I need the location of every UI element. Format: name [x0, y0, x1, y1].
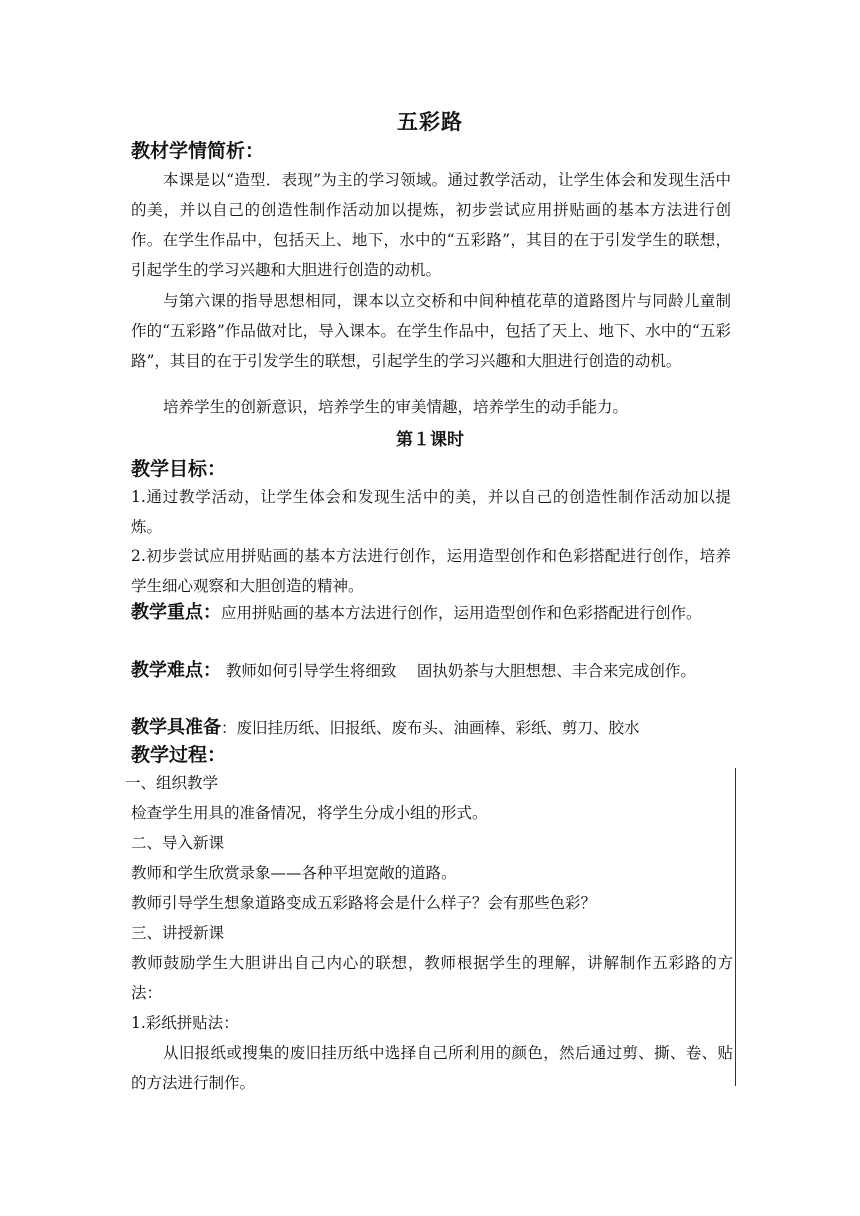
process-heading: 教学过程： — [131, 744, 227, 766]
process-box — [125, 768, 736, 1092]
document-title: 五彩路 — [397, 110, 463, 134]
section-1-title: 一、组织教学 — [125, 774, 219, 792]
method-1-text: 从旧报纸或搜集的废旧挂历纸中选择自己所利用的颜色，然后通过剪、撕、卷、贴的方法进行制作。 — [131, 1044, 733, 1092]
section-2-text-2: 教师引导学生想象道路变成五彩路将会是什么样子？会有那些色彩？ — [131, 894, 597, 912]
analysis-paragraph-3: 培养学生的创新意识，培养学生的审美情趣，培养学生的动手能力。 — [163, 398, 629, 416]
section-3-title: 三、讲授新课 — [131, 924, 225, 942]
goals-heading: 教学目标： — [131, 458, 227, 480]
goal-1: 1.通过教学活动，让学生体会和发现生活中的美，并以自己的创造性制作活动加以提炼。 — [131, 488, 731, 536]
section-1-text: 检查学生用具的准备情况，将学生分成小组的形式。 — [131, 804, 488, 822]
difficulty-text: 教师如何引导学生将细致 固执奶茶与大胆想想、丰合来完成创作。 — [221, 662, 696, 680]
difficulty-label: 教学难点： — [131, 660, 221, 681]
section-3-text: 教师鼓励学生大胆讲出自己内心的联想，教师根据学生的理解，讲解制作五彩路的方法： — [131, 954, 733, 1002]
key-point — [131, 598, 731, 628]
lesson-title: 第１课时 — [396, 430, 464, 450]
analysis-paragraph-1: 本课是以“造型．表现”为主的学习领域。通过教学活动，让学生体会和发现生活中的美，并以自己的创造性制作活动加以提炼，初步尝试应用拼贴画的基本方法进行创作。在学生作品中，包括天上、地下，水中的“五彩路”，其目的在于引发学生的联想，引起学生的学习兴趣和大胆进行创造的动机。 — [131, 171, 731, 279]
difficulty — [131, 656, 731, 686]
materials-label: 教学具准备 — [131, 717, 221, 738]
section-2-text-1: 教师和学生欣赏录象——各种平坦宽敞的道路。 — [131, 864, 457, 882]
materials-text: ：废旧挂历纸、旧报纸、废布头、油画棒、彩纸、剪刀、胶水 — [221, 719, 640, 737]
key-point-text: 应用拼贴画的基本方法进行创作，运用造型创作和色彩搭配进行创作。 — [221, 604, 702, 622]
materials — [131, 713, 731, 743]
analysis-paragraph-2: 与第六课的指导思想相同，课本以立交桥和中间种植花草的道路图片与同龄儿童制作的“五彩路”作品做对比，导入课本。在学生作品中，包括了天上、地下、水中的“五彩路”，其目的在于引发学生的联想，引起学生的学习兴趣和大胆进行创造的动机。 — [131, 292, 731, 370]
key-point-label: 教学重点： — [131, 602, 221, 623]
method-1-title: 1.彩纸拼贴法： — [131, 1014, 239, 1032]
section-2-title: 二、导入新课 — [131, 834, 225, 852]
goal-2: 2.初步尝试应用拼贴画的基本方法进行创作，运用造型创作和色彩搭配进行创作，培养学生细心观察和大胆创造的精神。 — [131, 547, 731, 595]
analysis-heading: 教材学情简析： — [131, 140, 265, 162]
